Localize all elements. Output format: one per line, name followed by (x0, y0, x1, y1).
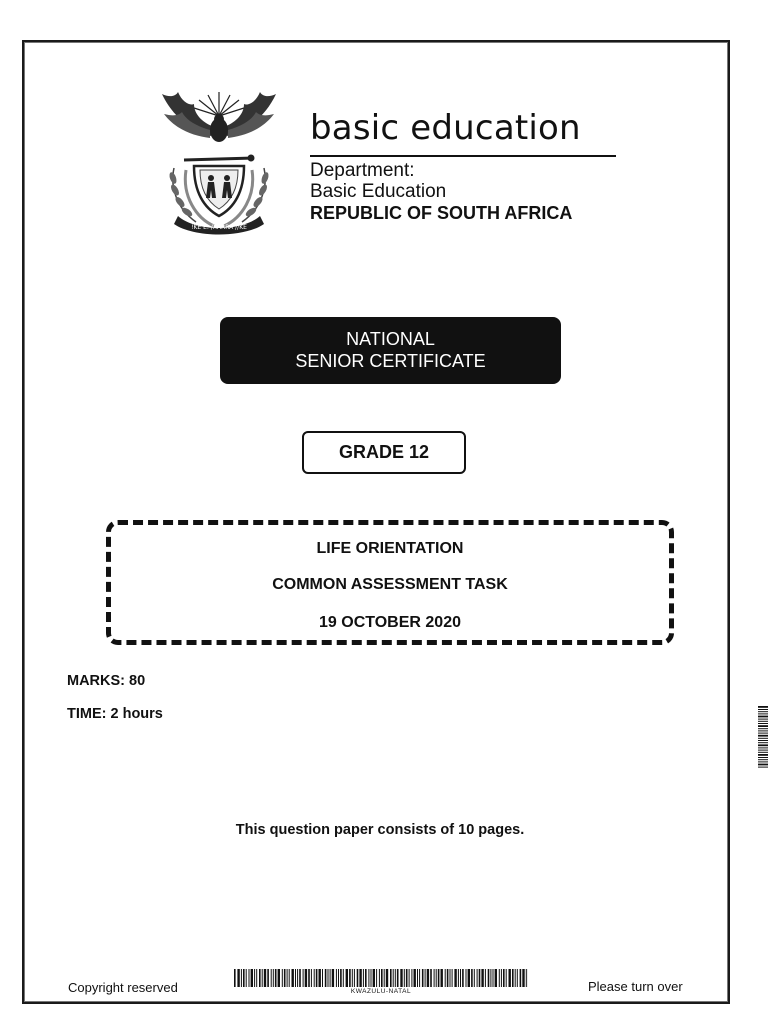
pages-note: This question paper consists of 10 pages. (235, 822, 525, 838)
copyright-notice: Copyright reserved (68, 980, 178, 995)
coat-of-arms-icon (156, 86, 282, 236)
department-name: Basic Education (310, 181, 447, 202)
time-info: TIME: 2 hours (67, 706, 163, 722)
emblem-motto: !KE E: /XARRA //KE (191, 224, 247, 231)
marks-info: MARKS: 80 (67, 673, 146, 689)
task-name: COMMON ASSESSMENT TASK (272, 576, 508, 593)
turn-over-notice: Please turn over (588, 979, 683, 994)
certificate-line-2: SENIOR CERTIFICATE (295, 351, 486, 371)
subject-name: LIFE ORIENTATION (316, 540, 464, 557)
brand-title: basic education (310, 108, 581, 148)
subject-box (106, 520, 674, 645)
barcode-icon (234, 969, 528, 987)
barcode-caption: KWAZULU-NATAL (350, 988, 412, 995)
certificate-line-1: NATIONAL (346, 329, 435, 349)
exam-date: 19 OCTOBER 2020 (319, 614, 461, 631)
brand-divider (310, 155, 616, 157)
country-name: REPUBLIC OF SOUTH AFRICA (310, 203, 573, 223)
department-label: Department: (310, 160, 415, 181)
certificate-banner (220, 317, 561, 384)
grade-label: GRADE 12 (302, 431, 466, 474)
side-barcode-icon (758, 706, 768, 768)
